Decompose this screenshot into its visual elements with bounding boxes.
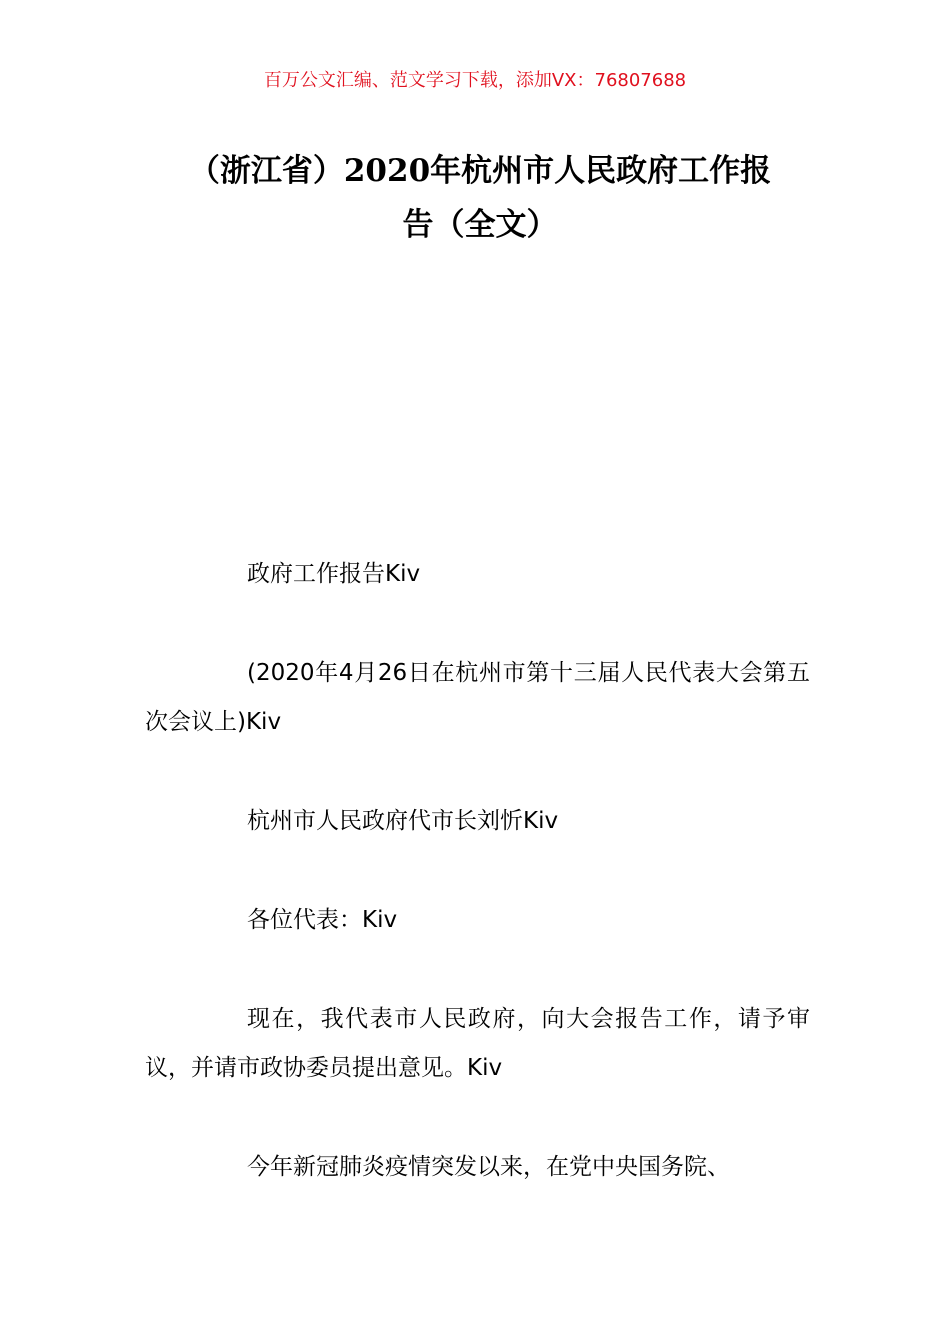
document-body bbox=[145, 550, 810, 1242]
header-watermark-note bbox=[0, 68, 950, 94]
document-title bbox=[150, 144, 810, 252]
title-line-1: （浙江省）2020年杭州市人民政府工作报 bbox=[188, 153, 772, 189]
paragraph-heading: 政府工作报告Kiv bbox=[247, 561, 421, 587]
paragraph-date-venue: (2020年4月26日在杭州市第十三届人民代表大会第五次会议上)Kiv bbox=[145, 660, 810, 735]
paragraph-author: 杭州市人民政府代市长刘忻Kiv bbox=[247, 808, 559, 834]
paragraph-salutation: 各位代表：Kiv bbox=[247, 907, 398, 933]
paragraph-intro: 现在，我代表市人民政府，向大会报告工作，请予审议，并请市政协委员提出意见。Kiv bbox=[145, 1006, 810, 1081]
title-line-2: 告（全文） bbox=[402, 207, 558, 243]
header-note-text: 百万公文汇编、范文学习下载，添加VX：76807688 bbox=[263, 70, 687, 91]
paragraph-body-start: 今年新冠肺炎疫情突发以来，在党中央国务院、 bbox=[247, 1154, 730, 1180]
